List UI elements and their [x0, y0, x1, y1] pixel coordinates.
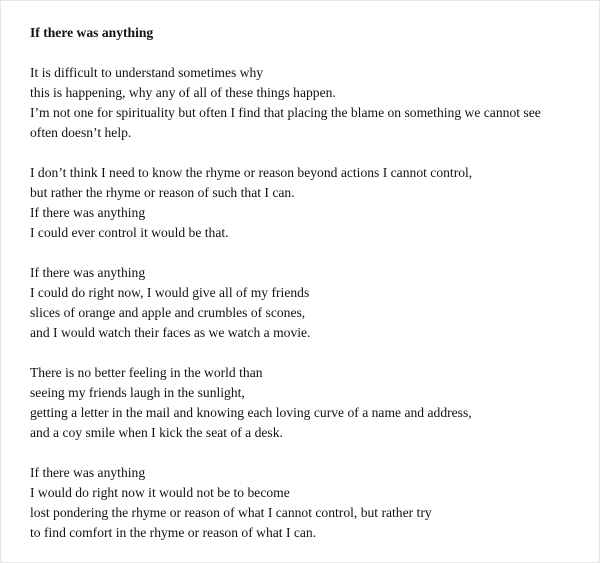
- poem-line: seeing my friends laugh in the sunlight,: [30, 385, 245, 400]
- poem-line: often doesn’t help.: [30, 125, 132, 140]
- poem-line: lost pondering the rhyme or reason of what I cannot control, but rather try: [30, 505, 432, 520]
- poem-line: I’m not one for spirituality but often I find that placing the blame on something we cannot see: [30, 105, 541, 120]
- poem-title: If there was anything: [30, 25, 154, 40]
- poem-line: I could ever control it would be that.: [30, 225, 229, 240]
- poem-line: this is happening, why any of all of these things happen.: [30, 85, 336, 100]
- poem-body: [30, 23, 590, 563]
- poem-line: I would do right now it would not be to become: [30, 485, 290, 500]
- stanza-5: [30, 463, 590, 543]
- poem-line: and a coy smile when I kick the seat of a desk.: [30, 425, 283, 440]
- poem-line: If there was anything: [30, 205, 146, 220]
- poem-line: but rather the rhyme or reason of such that I can.: [30, 185, 295, 200]
- stanza-2: [30, 163, 590, 243]
- stanza-1: [30, 63, 590, 143]
- poem-line: and I would watch their faces as we watch a movie.: [30, 325, 311, 340]
- poem-line: slices of orange and apple and crumbles of scones,: [30, 305, 306, 320]
- poem-line: getting a letter in the mail and knowing each loving curve of a name and address,: [30, 405, 472, 420]
- poem-line: to find comfort in the rhyme or reason of what I can.: [30, 525, 317, 540]
- poem-line: If there was anything: [30, 265, 146, 280]
- poem-line: There is no better feeling in the world than: [30, 365, 263, 380]
- stanza-3: [30, 263, 590, 343]
- poem-line: I don’t think I need to know the rhyme or reason beyond actions I cannot control,: [30, 165, 473, 180]
- stanza-4: [30, 363, 590, 443]
- poem-line: If there was anything: [30, 465, 146, 480]
- poem-line: I could do right now, I would give all of my friends: [30, 285, 310, 300]
- poem-line: It is difficult to understand sometimes why: [30, 65, 264, 80]
